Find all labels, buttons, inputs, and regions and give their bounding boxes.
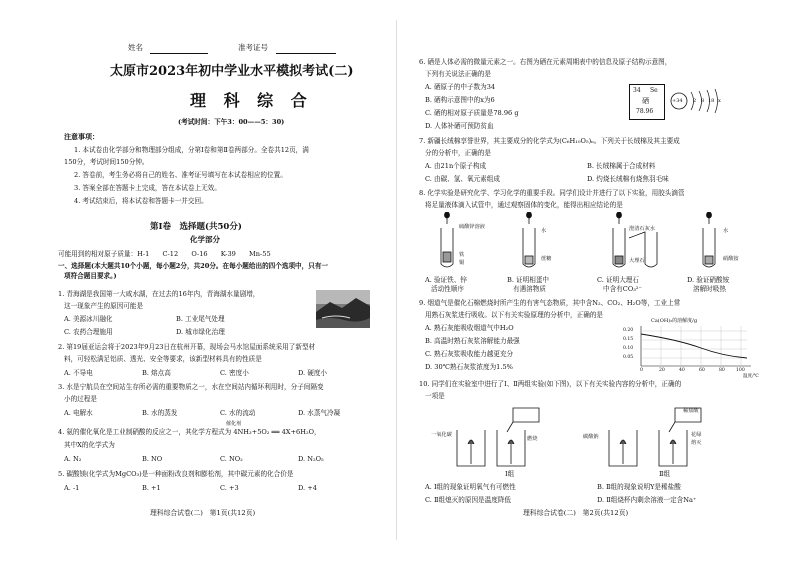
q4-option-d: D. N₂O₅ (298, 455, 324, 463)
atomic-masses: 可能用到的相对原子质量：H-1 C-12 O-16 K-39 Mn-55 (58, 250, 271, 258)
exam-subject: 理 科 综 合 (190, 91, 313, 110)
q7-stem: 分的分析中，正确的是 (425, 149, 491, 157)
q2-stem: 2. 第19届亚运会将于2023年9月23日在杭州开幕，现场会马水馆屋面系统采用了新型材 (58, 343, 316, 351)
q10-apparatus (449, 404, 749, 474)
q10-option-b: B. Ⅱ组的现象说明Y是稀盐酸 (597, 483, 681, 491)
q2-option-b: B. 熔点高 (142, 369, 171, 377)
q10-group-label: Ⅰ组 (505, 470, 515, 478)
q10-stem: 一项是 (425, 392, 445, 400)
q5-option-b: B. +1 (142, 484, 161, 492)
se-shell: 2 (693, 98, 697, 104)
q3-option-c: C. 水的流动 (220, 409, 256, 417)
q8-label: 硝酸铵 (723, 256, 739, 262)
q9-y-tick: 0.10 (623, 346, 634, 351)
q8-option-a: A. 验证铁、锌 (425, 276, 467, 284)
q3-option-a: A. 电解水 (64, 409, 93, 417)
q2-stem: 料，可轻松满足铝质、透光、安全等要求，该新型材料具有的性质是 (64, 355, 262, 363)
q8-label: 水 (723, 228, 729, 234)
q8-label: 铁 (459, 252, 465, 258)
q10-label: 碳酸钠 (583, 434, 599, 440)
q10-label: 花绿 (691, 432, 702, 438)
q1-option-c: C. 农药合理施用 (64, 328, 113, 336)
q3-option-d: D. 水蒸气冷凝 (298, 409, 341, 417)
q3-stem: 3. 水是宁航员在空间站生存所必需的重要物质之一，水在空间站内循环利用时，分子间隔变 (58, 383, 324, 391)
footer-right: 理科综合试卷(二) 第2页(共12页) (523, 509, 629, 517)
q8-apparatus (425, 212, 765, 274)
q9-option-b: B. 高温时熟石灰浆溶解能力最强 (425, 337, 520, 345)
note-line: 4. 考试结束后，将本试卷和答题卡一并交回。 (74, 197, 208, 205)
q6-stem: 6. 硒是人体必需的微量元素之一。右图为硒在元素周期表中的信息及原子结构示意图， (419, 58, 672, 66)
q8-option-d: 溶解时吸热 (693, 285, 726, 293)
name-label: 姓名 (128, 43, 143, 52)
q9-option-d: D. 30℃熟石灰浆浓度为1.5% (425, 363, 513, 371)
q9-y-tick: 0.15 (623, 337, 634, 342)
q4-stem: 4. 氨的催化氧化是工业制硝酸的反应之一，其化学方程式为 4NH₃+5O₂ ══ 4X+6H₂O， (58, 428, 321, 436)
q9-stem: 9. 烟道气是催化石棉燃烧时所产生的有害气态物质，其中含N₂、CO₂、H₂O等，工业上常 (419, 299, 681, 307)
q8-option-c: C. 证明大理石 (597, 276, 639, 284)
q7-stem: 7. 新疆长绒棉享誉世界，其主要成分的化学式为(C₆H₁₀O₅)ₙ。下列关于长绒棉及其主要成 (419, 137, 680, 145)
q6-option-b: B. 硒构示意图中的x为6 (425, 96, 495, 104)
q2-option-c: C. 密度小 (220, 369, 249, 377)
q6-stem: 下列有关说法正确的是 (425, 70, 491, 78)
q9-x-tick: 60 (699, 368, 705, 373)
q10-label: 燃烧 (527, 436, 538, 442)
q5-stem: 5. 碳酸镁(化学式为MgCO₃)是一种面粉改良剂和膨松剂，其中碳元素的化合价是 (58, 470, 294, 478)
q8-label: 水 (541, 228, 547, 234)
q7-option-c: C. 由碳、氢、氧元素组成 (425, 175, 500, 183)
exam-id-label: 准考证号 (238, 43, 268, 52)
se-mass: 78.96 (636, 108, 654, 115)
q7-option-d: D. 灼烧长绒棉有烧焦羽毛味 (587, 175, 669, 183)
note-line: 2. 答卷前，考生务必将自己的姓名、准考证号填写在本试卷相应的位置。 (74, 171, 287, 179)
q9-x-unit: 温度/℃ (743, 374, 759, 379)
q9-x-tick: 80 (719, 368, 725, 373)
q4-catalyst: 催化剂 (226, 421, 242, 427)
q8-label: 硫酸锌溶液 (459, 224, 485, 230)
q4-stem: 其中X的化学式为 (64, 441, 115, 449)
q9-stem: 用熟石灰浆进行吸收。以下有关实验原理的分析中，正确的是 (425, 311, 604, 319)
se-shell: x (718, 98, 721, 104)
q8-option-d: D. 验证硝酸铵 (687, 276, 730, 284)
section1-instr: 一、选择题(本大题共10个小题，每小题2分，共20分。在每小题给出的四个选项中，只有一 (58, 262, 329, 270)
q8-label: 大理石 (629, 258, 645, 264)
exam-id-blank (276, 53, 336, 54)
name-blank (150, 53, 208, 54)
q9-y-tick: 0.05 (623, 355, 634, 360)
q10-option-a: A. Ⅰ组的现象证明氧气有可燃性 (425, 483, 516, 491)
q5-option-c: C. +3 (220, 484, 239, 492)
se-element-cell (629, 84, 665, 120)
q5-option-a: A. -1 (64, 484, 80, 492)
q8-label: 蔗糖 (541, 256, 552, 262)
q2-option-d: D. 硬度小 (298, 369, 328, 377)
q8-stem: 将足量液体滴入试管中，通过观察固体的变化，能得出相应结论的是 (425, 201, 623, 209)
q8-option-b: 有遇溶物质 (513, 285, 546, 293)
footer-left: 理科综合试卷(二) 第1页(共12页) (150, 509, 256, 517)
q1-option-d: D. 城市绿化治理 (176, 328, 225, 336)
q8-stem: 8. 化学实验是研究化学、学习化学的重要手段。同学们设计并进行了以下实验，用胶头滴管 (419, 189, 685, 197)
se-atomic-number: 34 (633, 87, 641, 94)
q9-chart-title: Ca(OH)₂的溶解度/g (651, 318, 698, 324)
part1-heading: 第Ⅰ卷 选择题(共50分) (150, 222, 242, 232)
page-right (397, 0, 794, 561)
q7-option-b: B. 长绒棉属于合成材料 (587, 162, 656, 170)
q1-option-b: B. 工业尾气处理 (176, 315, 225, 323)
q10-option-d: D. Ⅱ组烧杯内剩余溶液一定含Na⁺ (597, 496, 697, 504)
se-name: 硒 (642, 97, 649, 105)
q1-stem: 1. 青海湖是我国第一大咸水湖，在过去的16年内，青海湖水量剧增， (58, 290, 260, 298)
note-line: 1. 本试卷由化学部分和物理部分组成，分第Ⅰ卷和第Ⅱ卷两部分。全卷共12页，满 (74, 146, 309, 154)
q2-option-a: A. 不导电 (64, 369, 93, 377)
q6-option-a: A. 硒原子的中子数为34 (425, 83, 496, 91)
q9-option-a: A. 熟石灰能吸收烟道气中H₂O (425, 324, 514, 332)
se-shell: 8 (701, 98, 705, 104)
q10-option-c: C. Ⅱ组熄灭的原因是温度降低 (425, 496, 512, 504)
notes-title: 注意事项： (64, 132, 99, 141)
q6-option-d: D. 人体补硒可预防贫血 (425, 122, 494, 130)
chem-heading: 化学部分 (190, 235, 220, 244)
section1-instr: 项符合题目要求。) (64, 272, 117, 280)
note-line: 3. 答案全部在答题卡上完成，答在本试卷上无效。 (74, 184, 221, 192)
q10-label: 熔灭 (691, 440, 702, 446)
note-line: 150分，考试时间150分钟。 (64, 158, 149, 166)
q4-option-a: A. N₂ (64, 455, 82, 463)
q1-option-a: A. 美源冰川融化 (64, 315, 113, 323)
q9-y-tick: 0.20 (623, 328, 634, 333)
q9-option-c: C. 熟石灰浆吸收能力越更充分 (425, 350, 514, 358)
exam-title: 太原市2023年初中学业水平模拟考试(二) (110, 64, 354, 79)
q9-x-tick: 0 (640, 368, 643, 373)
se-shell: 18 (708, 98, 715, 104)
q10-label: 一氧化碳 (431, 432, 452, 438)
lake-photo (316, 290, 370, 328)
q9-x-tick: 100 (736, 368, 745, 373)
q8-option-a: 活动性顺序 (431, 285, 464, 293)
q4-option-c: C. NO₂ (220, 455, 243, 463)
q10-label: 稀盐酸 (683, 408, 699, 414)
q8-option-b: B. 证明相蛋中 (507, 276, 550, 284)
q6-option-c: C. 硒的相对原子质量是78.96 g (425, 109, 519, 117)
q9-x-tick: 40 (679, 368, 685, 373)
q1-stem: 这一现象产生的原因可能是 (64, 302, 144, 310)
q4-option-b: B. NO (142, 455, 163, 463)
se-nucleus: +34 (672, 98, 683, 104)
q8-label: 铜 (459, 260, 465, 266)
q3-stem: 小的过程是 (64, 395, 97, 403)
q7-option-a: A. 由21n个原子构成 (425, 162, 487, 170)
q9-x-tick: 20 (659, 368, 665, 373)
q10-group-label: Ⅱ组 (659, 470, 671, 478)
se-symbol: Se (650, 87, 658, 94)
q3-option-b: B. 水的蒸发 (142, 409, 178, 417)
q5-option-d: D. +4 (298, 484, 317, 492)
exam-time: (考试时间：下午3：00——5：30) (178, 118, 285, 126)
q8-option-c: 中含有CO₃²⁻ (603, 285, 642, 293)
q8-label: 澄清石灰水 (629, 226, 655, 232)
q10-stem: 10. 同学们在实验室中进行了Ⅰ、Ⅱ两组实验(如下图)，以下有关实验内容的分析中，正确的 (419, 380, 682, 388)
